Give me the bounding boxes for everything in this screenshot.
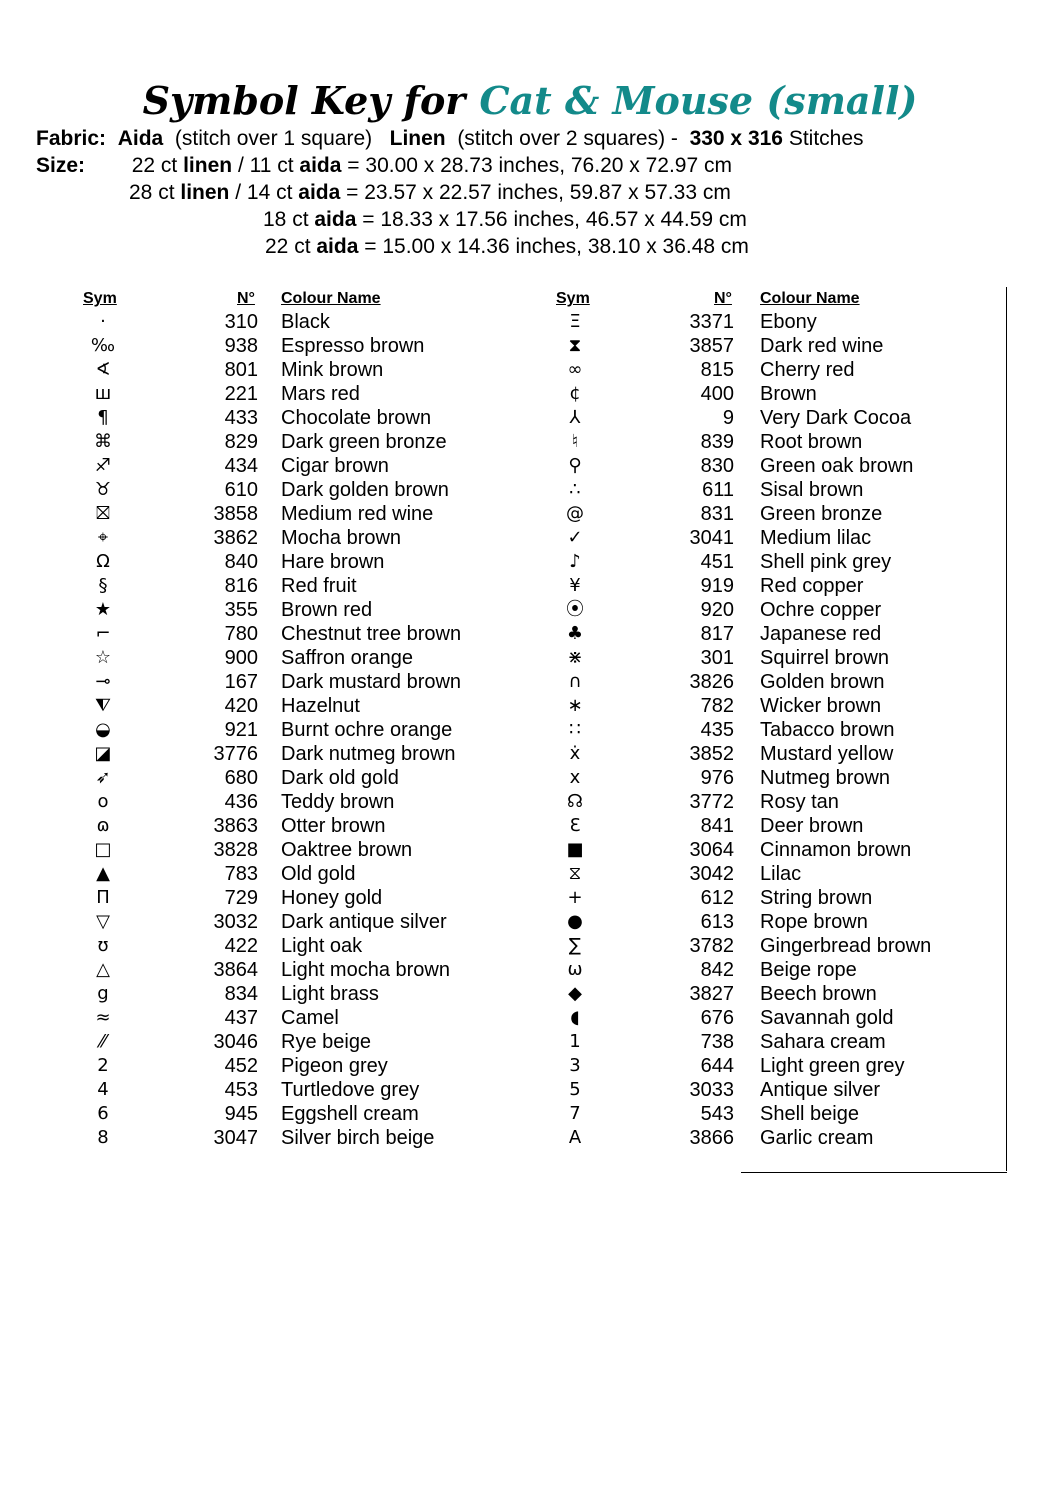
floss-number: 830 [700,455,734,477]
size-label: Size: [36,154,86,177]
symbol-icon: ⛝ [96,503,110,524]
symbol-icon: ∢ [95,359,111,380]
symbol-icon: ♪ [569,551,581,572]
symbol-icon: § [98,575,108,596]
title-prefix: Symbol Key for [142,78,466,123]
symbol-icon: ∞ [567,359,583,380]
colour-name: Garlic cream [760,1127,874,1149]
floss-number: 610 [224,479,258,501]
floss-number: 612 [700,887,734,909]
symbol-icon: 1 [569,1031,581,1052]
size-line-3 [263,206,747,233]
symbol-icon: ẋ [569,743,581,764]
symbol-icon: 8 [97,1127,109,1148]
table-border-bottom [741,1172,1007,1173]
colour-name: Dark antique silver [281,911,447,933]
symbol-icon: ⁄⁄ [99,1031,106,1052]
colour-name: Rosy tan [760,791,839,813]
size-count: / 14 ct [235,181,293,204]
symbol-icon: @ [566,503,584,524]
floss-number: 310 [224,311,258,333]
symbol-icon: ◆ [568,983,582,1004]
floss-number: 831 [700,503,734,525]
symbol-icon: ♉ [94,479,112,500]
symbol-icon: ʊ [97,935,109,956]
colour-name: Japanese red [760,623,882,645]
floss-number: 3866 [689,1127,734,1149]
floss-number: 644 [700,1055,734,1077]
floss-number: 3864 [213,959,258,981]
symbol-icon: Ξ [569,311,581,332]
colour-name: Brown [760,383,817,405]
symbol-icon: ⦿ [566,599,584,620]
header-num-left: N° [237,290,255,307]
fabric-line [36,125,864,152]
header-sym-right: Sym [556,290,590,307]
floss-number: 433 [224,407,258,429]
floss-number: 3828 [213,839,258,861]
colour-name: Mustard yellow [760,743,894,765]
colour-name: Dark red wine [760,335,884,357]
colour-name: Wicker brown [760,695,882,717]
floss-number: 3046 [213,1031,258,1053]
floss-number: 451 [700,551,734,573]
symbol-icon: ∑ [568,935,582,956]
fabric-linen: Linen [389,127,446,150]
symbol-icon: ✓ [567,527,583,548]
floss-number: 400 [700,383,734,405]
symbol-icon: ⋇ [567,647,583,668]
floss-number: 167 [224,671,258,693]
symbol-icon: ¥ [569,575,581,596]
header-name-right: Colour Name [760,290,860,307]
size-count: 28 ct [129,181,175,204]
symbol-icon: ◖ [570,1007,580,1028]
colour-name: Cherry red [760,359,855,381]
floss-number: 920 [700,599,734,621]
symbol-icon: ➶ [95,767,111,788]
floss-number: 3033 [689,1079,734,1101]
colour-name: Hazelnut [281,695,360,717]
symbol-icon: 6 [97,1103,109,1124]
symbol-icon: · [100,311,106,332]
colour-name: Very Dark Cocoa [760,407,912,429]
colour-name: Eggshell cream [281,1103,419,1125]
fabric-linen-note: (stitch over 2 squares) - [457,127,678,150]
floss-number: 3776 [213,743,258,765]
symbol-icon: ● [567,911,583,932]
symbol-icon: ◒ [95,719,111,740]
symbol-icon: ⌘ [94,431,112,452]
floss-number: 3047 [213,1127,258,1149]
symbol-icon: ★ [94,599,112,620]
symbol-icon: 5 [569,1079,581,1100]
colour-name: Dark green bronze [281,431,447,453]
floss-number: 3042 [689,863,734,885]
header-name-left: Colour Name [281,290,381,307]
size-fabric: aida [298,181,341,204]
floss-number: 435 [700,719,734,741]
symbol-icon: ☊ [567,791,583,812]
symbol-icon: ∷ [569,719,581,740]
floss-number: 680 [224,767,258,789]
colour-name: Cigar brown [281,455,389,477]
colour-name: Ochre copper [760,599,882,621]
colour-name: Lilac [760,863,802,885]
colour-name: Oaktree brown [281,839,413,861]
colour-name: Red fruit [281,575,357,597]
symbol-icon: ¶ [97,407,109,428]
symbol-icon: ≈ [95,1007,111,1028]
floss-number: 3826 [689,671,734,693]
floss-number: 422 [224,935,258,957]
floss-number: 3857 [689,335,734,357]
colour-name: Light mocha brown [281,959,450,981]
colour-name: Honey gold [281,887,383,909]
colour-name: Golden brown [760,671,885,693]
colour-name: Deer brown [760,815,864,837]
page-title [0,78,1060,124]
floss-number: 355 [224,599,258,621]
colour-name: Cinnamon brown [760,839,912,861]
colour-name: Beech brown [760,983,877,1005]
symbol-icon: ⧖ [568,863,582,884]
symbol-icon: A [568,1127,582,1148]
colour-name: Teddy brown [281,791,395,813]
colour-name: Green oak brown [760,455,914,477]
symbol-icon: ⧗ [568,335,582,356]
colour-name: Turtledove grey [281,1079,420,1101]
colour-name: Green bronze [760,503,883,525]
floss-number: 452 [224,1055,258,1077]
colour-name: Light brass [281,983,379,1005]
colour-name: Otter brown [281,815,386,837]
colour-name: Mars red [281,383,360,405]
colour-name: Shell beige [760,1103,859,1125]
colour-name: Hare brown [281,551,385,573]
floss-number: 3852 [689,743,734,765]
size-count: 18 ct [263,208,309,231]
symbol-icon: 3 [569,1055,581,1076]
symbol-icon: ☆ [94,647,112,668]
size-fabric: linen [180,181,230,204]
colour-name: Saffron orange [281,647,413,669]
symbol-icon: ⌖ [97,527,109,548]
size-fabric: aida [314,208,357,231]
stitch-label: Stitches [788,127,864,150]
floss-number: 834 [224,983,258,1005]
symbol-icon: ◪ [94,743,112,764]
symbol-icon: Π [96,887,110,908]
colour-name: Dark old gold [281,767,399,789]
symbol-icon: ⧨ [94,695,112,716]
symbol-icon: ∴ [569,479,581,500]
size-fabric: aida [316,235,359,258]
symbol-icon: ■ [566,839,584,860]
pattern-name: Cat & Mouse (small) [479,78,918,123]
symbol-icon: ⚲ [568,455,582,476]
colour-name: Dark mustard brown [281,671,462,693]
symbol-icon: ♣ [566,623,584,644]
colour-name: Brown red [281,599,373,621]
symbol-icon: △ [96,959,110,980]
colour-name: Rope brown [760,911,868,933]
floss-number: 613 [700,911,734,933]
symbol-icon: ⊸ [95,671,111,692]
colour-name: Camel [281,1007,339,1029]
symbol-icon: ¢ [569,383,581,404]
floss-number: 3782 [689,935,734,957]
floss-number: 221 [224,383,258,405]
floss-number: 420 [224,695,258,717]
symbol-icon: 7 [569,1103,581,1124]
size-dimensions: = 15.00 x 14.36 inches, 38.10 x 36.48 cm [364,235,749,258]
floss-number: 829 [224,431,258,453]
colour-name: Squirrel brown [760,647,889,669]
symbol-icon: g [97,983,109,1004]
colour-name: Light green grey [760,1055,905,1077]
floss-number: 816 [224,575,258,597]
floss-number: 3772 [689,791,734,813]
symbol-icon: Ɛ [569,815,581,836]
floss-number: 3863 [213,815,258,837]
colour-name: Pigeon grey [281,1055,388,1077]
size-count: 22 ct [265,235,311,258]
colour-name: Old gold [281,863,356,885]
floss-number: 801 [224,359,258,381]
colour-name: Medium red wine [281,503,434,525]
colour-name: Dark nutmeg brown [281,743,456,765]
floss-number: 437 [224,1007,258,1029]
size-count: / 11 ct [237,154,294,177]
fabric-aida-note: (stitch over 1 square) [174,127,373,150]
colour-name: Black [281,311,330,333]
floss-number: 780 [224,623,258,645]
colour-name: Dark golden brown [281,479,449,501]
floss-number: 938 [224,335,258,357]
floss-number: 976 [700,767,734,789]
floss-number: 840 [224,551,258,573]
floss-number: 543 [700,1103,734,1125]
symbol-icon: ∩ [568,671,582,692]
colour-name: Beige rope [760,959,857,981]
colour-name: Ebony [760,311,817,333]
floss-number: 676 [700,1007,734,1029]
floss-number: 738 [700,1031,734,1053]
symbol-icon: o [97,791,109,812]
size-dimensions: = 30.00 x 28.73 inches, 76.20 x 72.97 cm [347,154,732,177]
size-line-4 [265,233,749,260]
floss-number: 301 [700,647,734,669]
floss-number: 839 [700,431,734,453]
colour-name: Sahara cream [760,1031,886,1053]
symbol-icon: ɷ [96,815,110,836]
symbol-icon: ♐ [94,455,112,476]
header-num-right: N° [714,290,732,307]
colour-name: String brown [760,887,873,909]
colour-name: Nutmeg brown [760,767,891,789]
floss-number: 3858 [213,503,258,525]
symbol-icon: ω [567,959,583,980]
symbol-icon: ⌐ [95,623,111,644]
size-count: 22 ct [131,154,178,177]
colour-name: Burnt ochre orange [281,719,453,741]
size-fabric: aida [299,154,342,177]
size-line-1 [36,152,732,179]
stitch-count: 330 x 316 [689,127,783,150]
floss-number: 3032 [213,911,258,933]
floss-number: 436 [224,791,258,813]
floss-number: 782 [700,695,734,717]
size-dimensions: = 23.57 x 22.57 inches, 59.87 x 57.33 cm [346,181,731,204]
symbol-icon: ▲ [96,863,110,884]
floss-number: 783 [224,863,258,885]
fabric-aida: Aida [117,127,164,150]
colour-name: Chestnut tree brown [281,623,462,645]
symbol-icon: □ [94,839,112,860]
symbol-icon: 4 [97,1079,109,1100]
floss-number: 3827 [689,983,734,1005]
header-sym-left: Sym [83,290,117,307]
floss-number: 3862 [213,527,258,549]
symbol-icon: Ω [96,551,110,572]
floss-number: 815 [700,359,734,381]
colour-name: Antique silver [760,1079,881,1101]
symbol-icon: ♮ [571,431,579,452]
colour-name: Savannah gold [760,1007,894,1029]
colour-name: Shell pink grey [760,551,892,573]
floss-number: 453 [224,1079,258,1101]
floss-number: 9 [722,407,734,429]
colour-name: Root brown [760,431,863,453]
colour-name: Sisal brown [760,479,864,501]
floss-number: 729 [224,887,258,909]
symbol-icon: ∗ [567,695,583,716]
size-fabric: linen [183,154,233,177]
floss-number: 3041 [689,527,734,549]
colour-name: Gingerbread brown [760,935,932,957]
floss-number: 434 [224,455,258,477]
symbol-icon: ‰ [90,335,116,356]
floss-number: 611 [702,479,734,501]
floss-number: 3064 [689,839,734,861]
symbol-icon: ⅄ [569,407,581,428]
floss-number: 900 [224,647,258,669]
table-border-right [1006,287,1007,1171]
colour-name: Tabacco brown [760,719,895,741]
floss-number: 817 [700,623,734,645]
floss-number: 945 [224,1103,258,1125]
size-line-2 [129,179,731,206]
colour-name: Mocha brown [281,527,402,549]
colour-name: Espresso brown [281,335,425,357]
colour-name: Chocolate brown [281,407,432,429]
colour-name: Mink brown [281,359,384,381]
floss-number: 841 [700,815,734,837]
symbol-icon: 2 [97,1055,109,1076]
symbol-icon: + [567,887,583,908]
floss-number: 3371 [689,311,734,333]
colour-name: Red copper [760,575,864,597]
colour-name: Rye beige [281,1031,372,1053]
colour-name: Medium lilac [760,527,872,549]
floss-number: 921 [224,719,258,741]
floss-number: 919 [700,575,734,597]
colour-name: Light oak [281,935,363,957]
fabric-label: Fabric: [36,127,107,150]
size-dimensions: = 18.33 x 17.56 inches, 46.57 x 44.59 cm [356,208,747,231]
colour-name: Silver birch beige [281,1127,435,1149]
floss-number: 842 [700,959,734,981]
symbol-icon: ▽ [96,911,110,932]
symbol-icon: x [569,767,581,788]
symbol-icon: ш [94,383,112,404]
